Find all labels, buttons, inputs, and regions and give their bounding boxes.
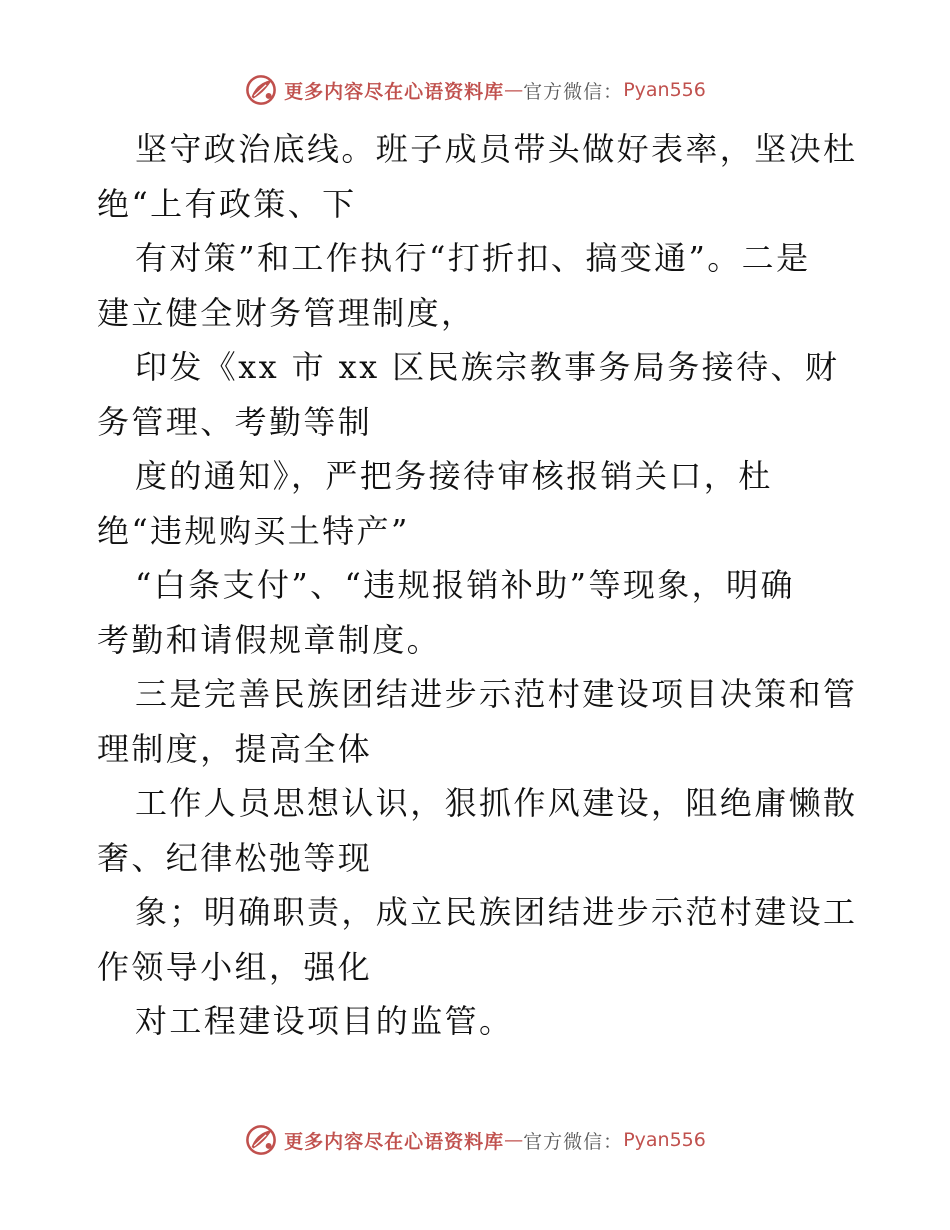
body-line: 三是完善民族团结进步示范村建设项目决策和管 [135, 675, 858, 713]
banner-wechat-id: Pyan556 [623, 79, 706, 101]
body-line: “白条支付”、“违规报销补助”等现象，明确 [135, 566, 795, 604]
body-line: 理制度，提高全体 [97, 729, 373, 768]
banner-main-text: 更多内容尽在心语资料库 [284, 1130, 505, 1153]
body-line: 对工程建设项目的监管。 [135, 1002, 514, 1040]
body-line: 有对策”和工作执行“打折扣、搞变通”。二是 [135, 239, 811, 277]
body-line: 绝“违规购买土特产” [97, 511, 410, 550]
body-line: 建立健全财务管理制度， [97, 293, 476, 332]
banner-sub-text: 官方微信： [523, 80, 624, 103]
body-line: 考勤和请假规章制度。 [97, 620, 442, 659]
body-line: 奢、纪律松弛等现 [97, 838, 373, 877]
body-line: 绝“上有政策、下 [97, 184, 357, 223]
body-line: 度的通知》，严把务接待审核报销关口，杜 [135, 457, 773, 495]
body-line: 务管理、考勤等制 [97, 402, 373, 441]
body-line: 象；明确职责，成立民族团结进步示范村建设工 [135, 893, 858, 931]
document-body [97, 122, 857, 1049]
banner-wechat-id: Pyan556 [623, 1129, 706, 1151]
banner-main-text: 更多内容尽在心语资料库 [284, 80, 505, 103]
header-banner [0, 70, 950, 110]
banner-dash: — [504, 79, 524, 101]
body-line: 印发《xx 市 xx 区民族宗教事务局务接待、财 [135, 348, 840, 386]
banner-dash: — [504, 1129, 524, 1151]
stylized-leaf-logo-icon [244, 73, 278, 107]
body-line: 坚守政治底线。班子成员带头做好表率，坚决杜 [135, 130, 858, 168]
stylized-leaf-logo-icon [244, 1123, 278, 1157]
banner-sub-text: 官方微信： [523, 1130, 624, 1153]
body-line: 作领导小组，强化 [97, 947, 373, 986]
body-line: 工作人员思想认识，狠抓作风建设，阻绝庸懒散 [135, 784, 858, 822]
footer-banner [0, 1120, 950, 1160]
